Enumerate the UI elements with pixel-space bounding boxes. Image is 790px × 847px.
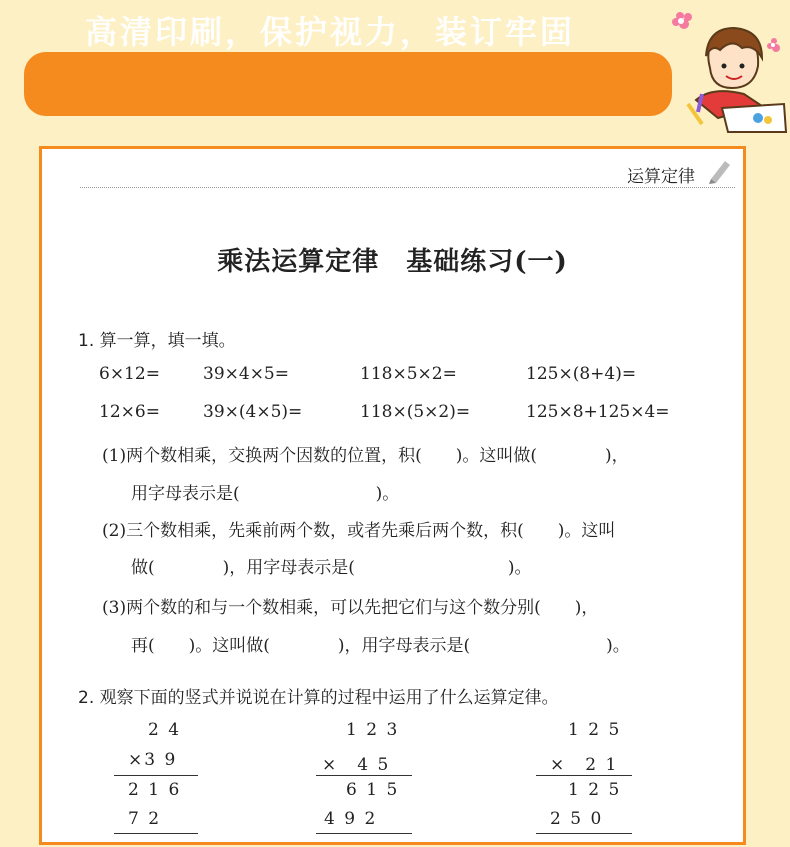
calc-line: 7 2: [128, 809, 162, 829]
expression: 12×6=: [99, 402, 160, 422]
calc-line: 6 1 5: [346, 780, 400, 800]
calc-line: 2 5 0: [550, 809, 604, 829]
calc-rule: [114, 775, 198, 776]
child-drawing-illustration: [662, 8, 790, 133]
worksheet-page: [39, 146, 746, 845]
fill-in-sentence: (3)两个数的和与一个数相乘，可以先把它们与这个数分别( )，: [102, 598, 599, 618]
calc-line: × 2 1: [550, 755, 619, 775]
question-1-heading: 1. 算一算，填一填。: [78, 331, 236, 351]
expression: 6×12=: [99, 364, 160, 384]
fill-in-sentence: 再( )。这叫做( )，用字母表示是( )。: [131, 636, 630, 656]
calc-rule: [114, 833, 198, 834]
expression: 125×(8+4)=: [526, 364, 637, 384]
question-2-heading: 2. 观察下面的竖式并说说在计算的过程中运用了什么运算定律。: [78, 688, 559, 708]
expression: 118×(5×2)=: [360, 402, 471, 422]
calc-line: 2 4: [148, 720, 182, 740]
vertical-calculation: [316, 715, 426, 835]
fill-in-sentence: (2)三个数相乘，先乘前两个数，或者先乘后两个数，积( )。这叫: [102, 521, 616, 541]
calc-rule: [316, 833, 412, 834]
calc-rule: [316, 775, 412, 776]
fill-in-sentence: 用字母表示是( )。: [131, 484, 400, 504]
banner-text: 高清印刷，保护视力，装订牢固: [84, 13, 575, 51]
header-divider: [80, 187, 735, 188]
calc-line: 1 2 5: [568, 780, 622, 800]
vertical-calculation: [536, 715, 646, 835]
section-tag: 运算定律: [627, 167, 695, 187]
calc-line: 2 1 6: [128, 780, 182, 800]
vertical-calculation: [106, 715, 206, 835]
calc-line: 4 9 2: [324, 809, 378, 829]
flower-icon: [672, 12, 692, 29]
calc-rule: [536, 833, 632, 834]
expression: 118×5×2=: [360, 364, 457, 384]
calc-line: × 4 5: [322, 755, 391, 775]
fill-in-sentence: (1)两个数相乘，交换两个因数的位置，积( )。这叫做( )，: [102, 446, 629, 466]
fill-in-sentence: 做( )，用字母表示是( )。: [131, 558, 532, 578]
calc-rule: [536, 775, 632, 776]
expression: 125×8+125×4=: [526, 402, 670, 422]
calc-line: ×3 9: [128, 750, 178, 770]
page-title: 乘法运算定律 基础练习(一): [217, 247, 568, 277]
calc-line: 1 2 3: [346, 720, 400, 740]
calc-line: 1 2 5: [568, 720, 622, 740]
flower-icon: [767, 38, 780, 52]
expression: 39×4×5=: [203, 364, 289, 384]
expression: 39×(4×5)=: [203, 402, 303, 422]
pencil-icon: [703, 155, 733, 185]
